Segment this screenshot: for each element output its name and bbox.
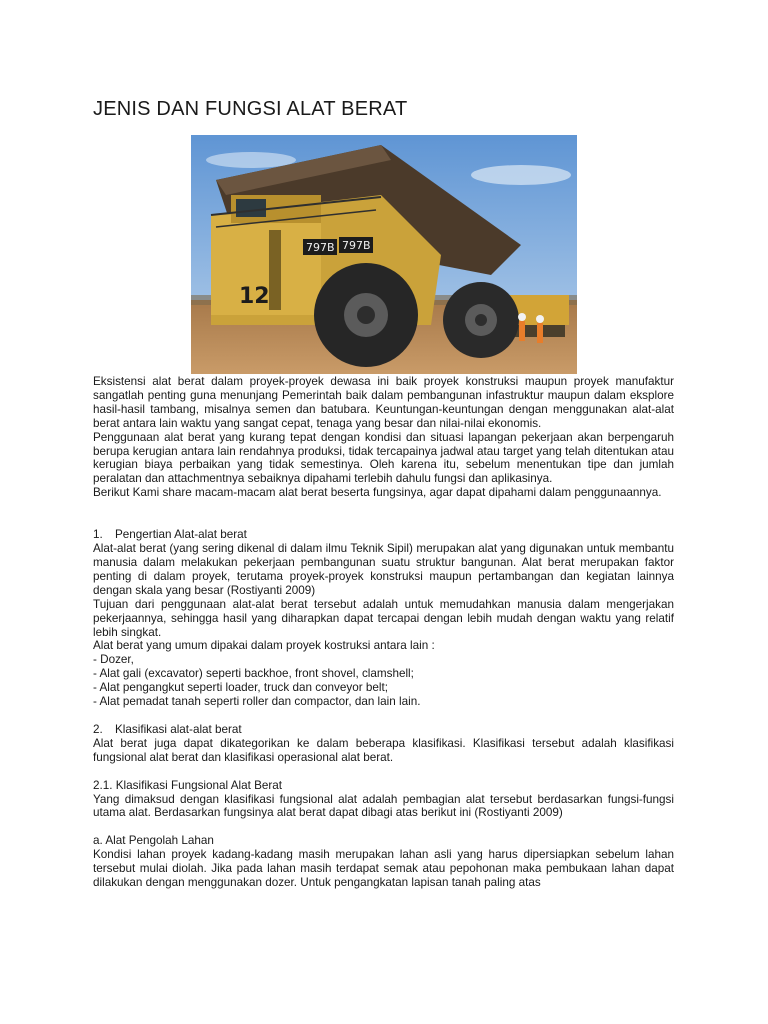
document-body xyxy=(93,375,674,890)
section-1-paragraph-2: Tujuan dari penggunaan alat-alat berat tersebut adalah untuk memudahkan manusia dalam mengerjakan pekerjaannya, sehingga hasil yang diharapkan dapat tercapai dengan lebih mudah dengan waktu yang relatif lebih singkat. xyxy=(93,597,674,639)
document-title: JENIS DAN FUNGSI ALAT BERAT xyxy=(93,98,408,120)
section-1-title: Pengertian Alat-alat berat xyxy=(115,528,247,542)
section-2-title: Klasifikasi alat-alat berat xyxy=(115,722,242,736)
section-2-heading xyxy=(93,723,674,737)
section-2-1-paragraph: Yang dimaksud dengan klasifikasi fungsional alat adalah pembagian alat tersebut berdasarkan fungsi-fungsi utama alat. Berdasarkan fungsinya alat berat dapat dibagi atas berikut ini (Rostiyanti 2009) xyxy=(93,792,674,820)
intro-paragraph-3: Berikut Kami share macam-macam alat berat beserta fungsinya, agar dapat dipahami dalam penggunaannya. xyxy=(93,486,662,500)
unit-number: 12 xyxy=(239,284,270,309)
section-a-paragraph: Kondisi lahan proyek kadang-kadang masih merupakan lahan asli yang harus dipersiapkan sebelum lahan tersebut mulai diolah. Jika pada lahan masih terdapat semak atau pepohonan maka pembukaan lahan dapat dilakukan dengan menggunakan dozer. Untuk pengangkatan lapisan tanah paling atas xyxy=(93,848,674,890)
section-1-number: 1. xyxy=(93,528,103,542)
list-item: - Alat gali (excavator) seperti backhoe, front shovel, clamshell; xyxy=(93,667,414,681)
section-2-number: 2. xyxy=(93,722,103,736)
section-2-paragraph: Alat berat juga dapat dikategorikan ke dalam beberapa klasifikasi. Klasifikasi tersebut adalah klasifikasi fungsional alat berat dan klasifikasi operasional alat berat. xyxy=(93,736,674,764)
intro-paragraph-2: Penggunaan alat berat yang kurang tepat dengan kondisi dan situasi lapangan pekerjaan akan berpengaruh berupa kerugian antara lain rendahnya produksi, tidak tercapainya jadwal atau target yang telah ditentukan atau kerugian biaya perbaikan yang tidak semestinya. Oleh karena itu, sebelum menentukan tipe dan jumlah peralatan dan attachmentnya sebaiknya dipahami terlebih dahulu fungsi dan aplikasinya. xyxy=(93,430,674,486)
haul-truck-photo xyxy=(191,135,577,374)
intro-paragraph-1: Eksistensi alat berat dalam proyek-proyek dewasa ini baik proyek konstruksi maupun proyek manufaktur sangatlah penting guna menunjang Pemerintah baik dalam pembangunan infastruktur maupun dalam eksplore hasil-hasil tambang, misalnya semen dan batubara. Keuntungan-keuntungan dengan menggunakan alat-alat berat antara lain waktu yang sangat cepat, tenaga yang besar dan nilai-nilai ekonomis. xyxy=(93,375,674,430)
section-1-paragraph-1: Alat-alat berat (yang sering dikenal di dalam ilmu Teknik Sipil) merupakan alat yang digunakan untuk membantu manusia dalam melakukan pekerjaan pembangunan suatu struktur bangunan. Alat berat merupakan faktor penting di dalam proyek, terutama proyek-proyek konstruksi maupun pertambangan dan kegiatan lainnya dengan skala yang besar (Rostiyanti 2009) xyxy=(93,542,674,597)
list-item: - Alat pengangkut seperti loader, truck dan conveyor belt; xyxy=(93,681,388,695)
list-item: - Alat pemadat tanah seperti roller dan compactor, dan lain lain. xyxy=(93,695,421,709)
section-1-list-intro: Alat berat yang umum dipakai dalam proyek kostruksi antara lain : xyxy=(93,639,435,653)
truck-number-2: 797B xyxy=(342,239,371,252)
section-1-heading xyxy=(93,528,674,542)
section-2-1-heading: 2.1. Klasifikasi Fungsional Alat Berat xyxy=(93,778,283,792)
section-a-heading: a. Alat Pengolah Lahan xyxy=(93,834,214,848)
truck-number-1: 797B xyxy=(306,241,335,254)
list-item: - Dozer, xyxy=(93,653,134,667)
